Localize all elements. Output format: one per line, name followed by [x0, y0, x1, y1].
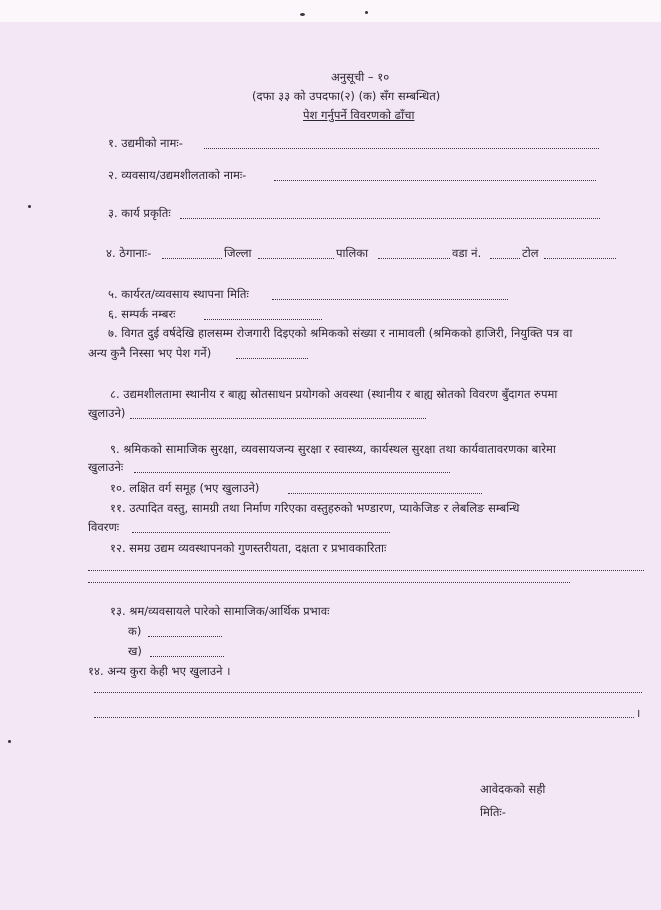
field-14-end-mark: । [636, 706, 641, 720]
field-11-line-1: ११. उत्पादित वस्तु, सामग्री तथा निर्माण गरिएका वस्तुहरुको भण्डारण, प्याकेजिङ र लेबलिङ सम्बन्धि [110, 501, 520, 515]
field-1-blank[interactable] [204, 148, 599, 149]
field-10-blank[interactable] [288, 493, 482, 494]
field-11-blank[interactable] [132, 532, 390, 533]
field-4-municipality-blank[interactable] [378, 258, 450, 259]
schedule-reference: (दफा ३३ को उपदफा(२) (क) सँग सम्बन्धित) [252, 89, 441, 103]
scan-speck [28, 205, 31, 208]
field-6-label: ६. सम्पर्क नम्बरः [108, 307, 176, 321]
schedule-heading: अनुसूची – १० [331, 70, 390, 84]
field-6-blank[interactable] [204, 319, 322, 320]
field-4-municipality-label: पालिका [336, 246, 369, 260]
field-12-label: १२. समग्र उद्यम व्यवस्थापनको गुणस्तरीयता, दक्षता र प्रभावकारिताः [110, 541, 387, 555]
signature-label: आवेदकको सही [480, 782, 546, 796]
field-4-district-label: जिल्ला [224, 246, 252, 260]
form-title: पेश गर्नुपर्ने विवरणको ढाँचा [303, 108, 415, 122]
field-5-label: ५. कार्यरत/व्यवसाय स्थापना मितिः [108, 287, 249, 301]
field-4-tole-label: टोल [522, 246, 539, 260]
field-7-line-2: अन्य कुनै निस्सा भए पेश गर्ने) [88, 346, 212, 360]
field-12-blank-1[interactable] [88, 570, 644, 571]
field-13-a-label: क) [128, 624, 142, 638]
field-14-label: १४. अन्य कुरा केही भए खुलाउने । [88, 664, 231, 678]
field-10-label: १०. लक्षित वर्ग समूह (भए खुलाउने) [110, 481, 260, 495]
field-13-b-blank[interactable] [150, 656, 224, 657]
scan-speck [8, 740, 11, 743]
field-1-label: १. उद्यमीको नामः- [108, 136, 183, 150]
field-4-district-blank[interactable] [258, 258, 334, 259]
field-9-line-2: खुलाउनेः [88, 460, 124, 474]
field-7-blank[interactable] [236, 358, 308, 359]
field-4-blank[interactable] [162, 258, 222, 259]
field-14-blank-2[interactable] [94, 717, 634, 718]
date-label: मितिः- [480, 805, 506, 819]
field-13-b-label: ख) [128, 644, 142, 658]
field-14-blank-1[interactable] [94, 692, 642, 693]
field-13-label: १३. श्रम/व्यवसायले पारेको सामाजिक/आर्थिक प्रभावः [110, 604, 330, 618]
field-2-blank[interactable] [274, 180, 596, 181]
field-3-label: ३. कार्य प्रकृतिः [108, 206, 171, 220]
field-9-line-1: ९. श्रमिकको सामाजिक सुरक्षा, व्यवसायजन्य सुरक्षा र स्वास्थ्य, कार्यस्थल सुरक्षा तथा कार्यवातावरणका बारेमा [110, 442, 556, 456]
field-12-blank-2[interactable] [88, 582, 570, 583]
field-4-ward-blank[interactable] [490, 258, 520, 259]
field-8-line-1: ८. उद्यमशीलतामा स्थानीय र बाह्य स्रोतसाधन प्रयोगको अवस्था (स्थानीय र बाह्य स्रोतको विवरण बुँदागत रुपमा [110, 387, 558, 401]
field-5-blank[interactable] [272, 299, 508, 300]
scan-speck [300, 13, 305, 16]
field-11-line-2: विवरणः [88, 520, 120, 534]
field-8-blank[interactable] [130, 418, 426, 419]
field-4-ward-label: वडा नं. [452, 246, 482, 260]
scan-speck [365, 11, 368, 14]
field-3-blank[interactable] [180, 218, 600, 219]
field-4-tole-blank[interactable] [544, 258, 616, 259]
scan-top-strip [0, 0, 661, 22]
field-7-line-1: ७. विगत दुई वर्षदेखि हालसम्म रोजगारी दिइएको श्रमिकको संख्या र नामावली (श्रमिकको हाजिरी, नियुक्ति पत्र वा [108, 326, 573, 340]
field-13-a-blank[interactable] [148, 636, 222, 637]
field-9-blank[interactable] [134, 472, 450, 473]
field-8-line-2: खुलाउने) [88, 406, 126, 420]
field-2-label: २. व्यवसाय/उद्यमशीलताको नामः- [108, 168, 247, 182]
field-4-label: ४. ठेगानाः- [106, 246, 152, 260]
